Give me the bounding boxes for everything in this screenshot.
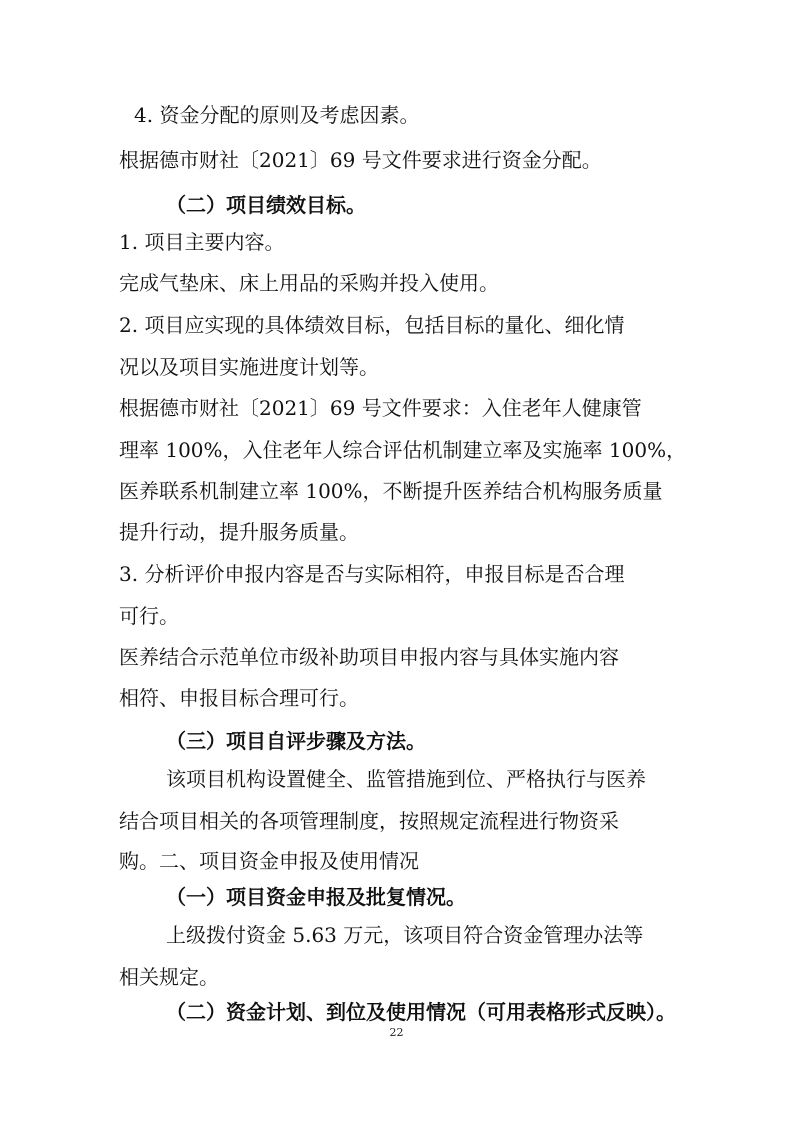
text-line: 上级拨付资金 5.63 万元，该项目符合资金管理办法等 <box>166 923 644 947</box>
text-line: 完成气垫床、床上用品的采购并投入使用。 <box>119 271 499 295</box>
text-line: 1. 项目主要内容。 <box>119 230 285 254</box>
text-line: 况以及项目实施进度计划等。 <box>119 355 379 379</box>
text-line: 4. 资金分配的原则及考虑因素。 <box>134 103 420 127</box>
text-line: 医养结合示范单位市级补助项目申报内容与具体实施内容 <box>119 645 619 669</box>
text-line: 购。二、项目资金申报及使用情况 <box>119 849 419 873</box>
text-line: 医养联系机制建立率 100%，不断提升医养结合机构服务质量 <box>119 479 663 503</box>
page-number: 22 <box>389 1026 404 1039</box>
text-line: 相符、申报目标合理可行。 <box>119 686 359 710</box>
section-heading: （一）项目资金申报及批复情况。 <box>166 885 466 909</box>
text-line: 根据德市财社〔2021〕69 号文件要求进行资金分配。 <box>119 148 602 172</box>
text-line: 根据德市财社〔2021〕69 号文件要求：入住老年人健康管 <box>119 396 642 420</box>
section-heading: （三）项目自评步骤及方法。 <box>166 729 426 753</box>
text-line: 相关规定。 <box>119 965 219 989</box>
text-line: 理率 100%，入住老年人综合评估机制建立率及实施率 100%， <box>119 438 687 462</box>
text-line: 提升行动，提升服务质量。 <box>119 520 359 544</box>
text-line: 该项目机构设置健全、监管措施到位、严格执行与医养 <box>166 767 646 791</box>
text-line: 结合项目相关的各项管理制度，按照规定流程进行物资采 <box>119 809 619 833</box>
text-line: 可行。 <box>119 604 179 628</box>
text-line: 2. 项目应实现的具体绩效目标，包括目标的量化、细化情 <box>119 313 625 337</box>
section-heading: （二）资金计划、到位及使用情况（可用表格形式反映）。 <box>166 1000 676 1024</box>
text-line: 3. 分析评价申报内容是否与实际相符，申报目标是否合理 <box>119 562 625 586</box>
section-heading: （二）项目绩效目标。 <box>166 193 366 217</box>
